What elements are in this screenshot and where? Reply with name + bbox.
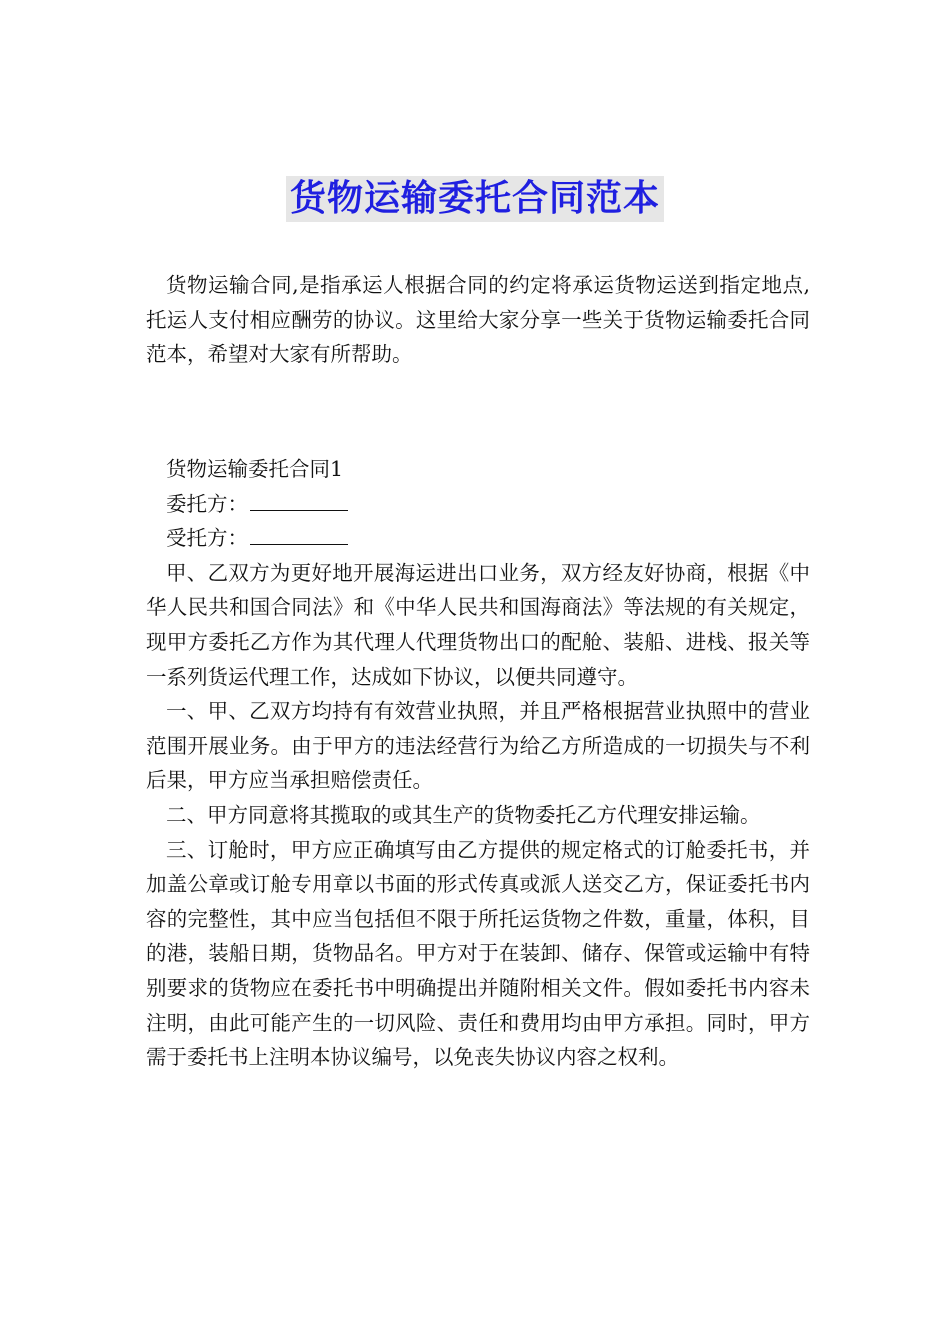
agent-blank bbox=[250, 524, 348, 545]
document-title: 货物运输委托合同范本 bbox=[286, 176, 664, 222]
section-heading: 货物运输委托合同1 bbox=[166, 457, 344, 481]
contract-paragraph: 二、甲方同意将其揽取的或其生产的货物委托乙方代理安排运输。 bbox=[166, 802, 761, 827]
intro-paragraph: 货物运输合同,是指承运人根据合同的约定将承运货物运送到指定地点,托运人支付相应酬劳的协议。这里给大家分享一些关于货物运输委托合同范本，希望对大家有所帮助。 bbox=[146, 273, 810, 367]
contract-section bbox=[146, 452, 810, 1075]
title-container bbox=[0, 176, 950, 222]
contract-paragraph: 甲、乙双方为更好地开展海运进出口业务，双方经友好协商，根据《中华人民共和国合同法》和《中华人民共和国海商法》等法规的有关规定，现甲方委托乙方作为其代理人代理货物出口的配舱、装船、进栈、报关等一系列货运代理工作，达成如下协议，以便共同遵守。 bbox=[146, 560, 810, 689]
client-line bbox=[146, 487, 810, 522]
contract-paragraph: 三、订舱时，甲方应正确填写由乙方提供的规定格式的订舱委托书，并加盖公章或订舱专用章以书面的形式传真或派人送交乙方，保证委托书内容的完整性，其中应当包括但不限于所托运货物之件数，重量，体积，目的港，装船日期，货物品名。甲方对于在装卸、储存、保管或运输中有特别要求的货物应在委托书中明确提出并随附相关文件。假如委托书内容未注明，由此可能产生的一切风险、责任和费用均由甲方承担。同时，甲方需于委托书上注明本协议编号，以免丧失协议内容之权利。 bbox=[146, 837, 810, 1070]
client-blank bbox=[250, 490, 348, 511]
agent-label: 受托方： bbox=[166, 526, 248, 551]
contract-paragraph: 一、甲、乙双方均持有有效营业执照，并且严格根据营业执照中的营业范围开展业务。由于甲方的违法经营行为给乙方所造成的一切损失与不利后果，甲方应当承担赔偿责任。 bbox=[146, 699, 810, 793]
client-label: 委托方： bbox=[166, 491, 248, 516]
agent-line bbox=[146, 521, 810, 556]
